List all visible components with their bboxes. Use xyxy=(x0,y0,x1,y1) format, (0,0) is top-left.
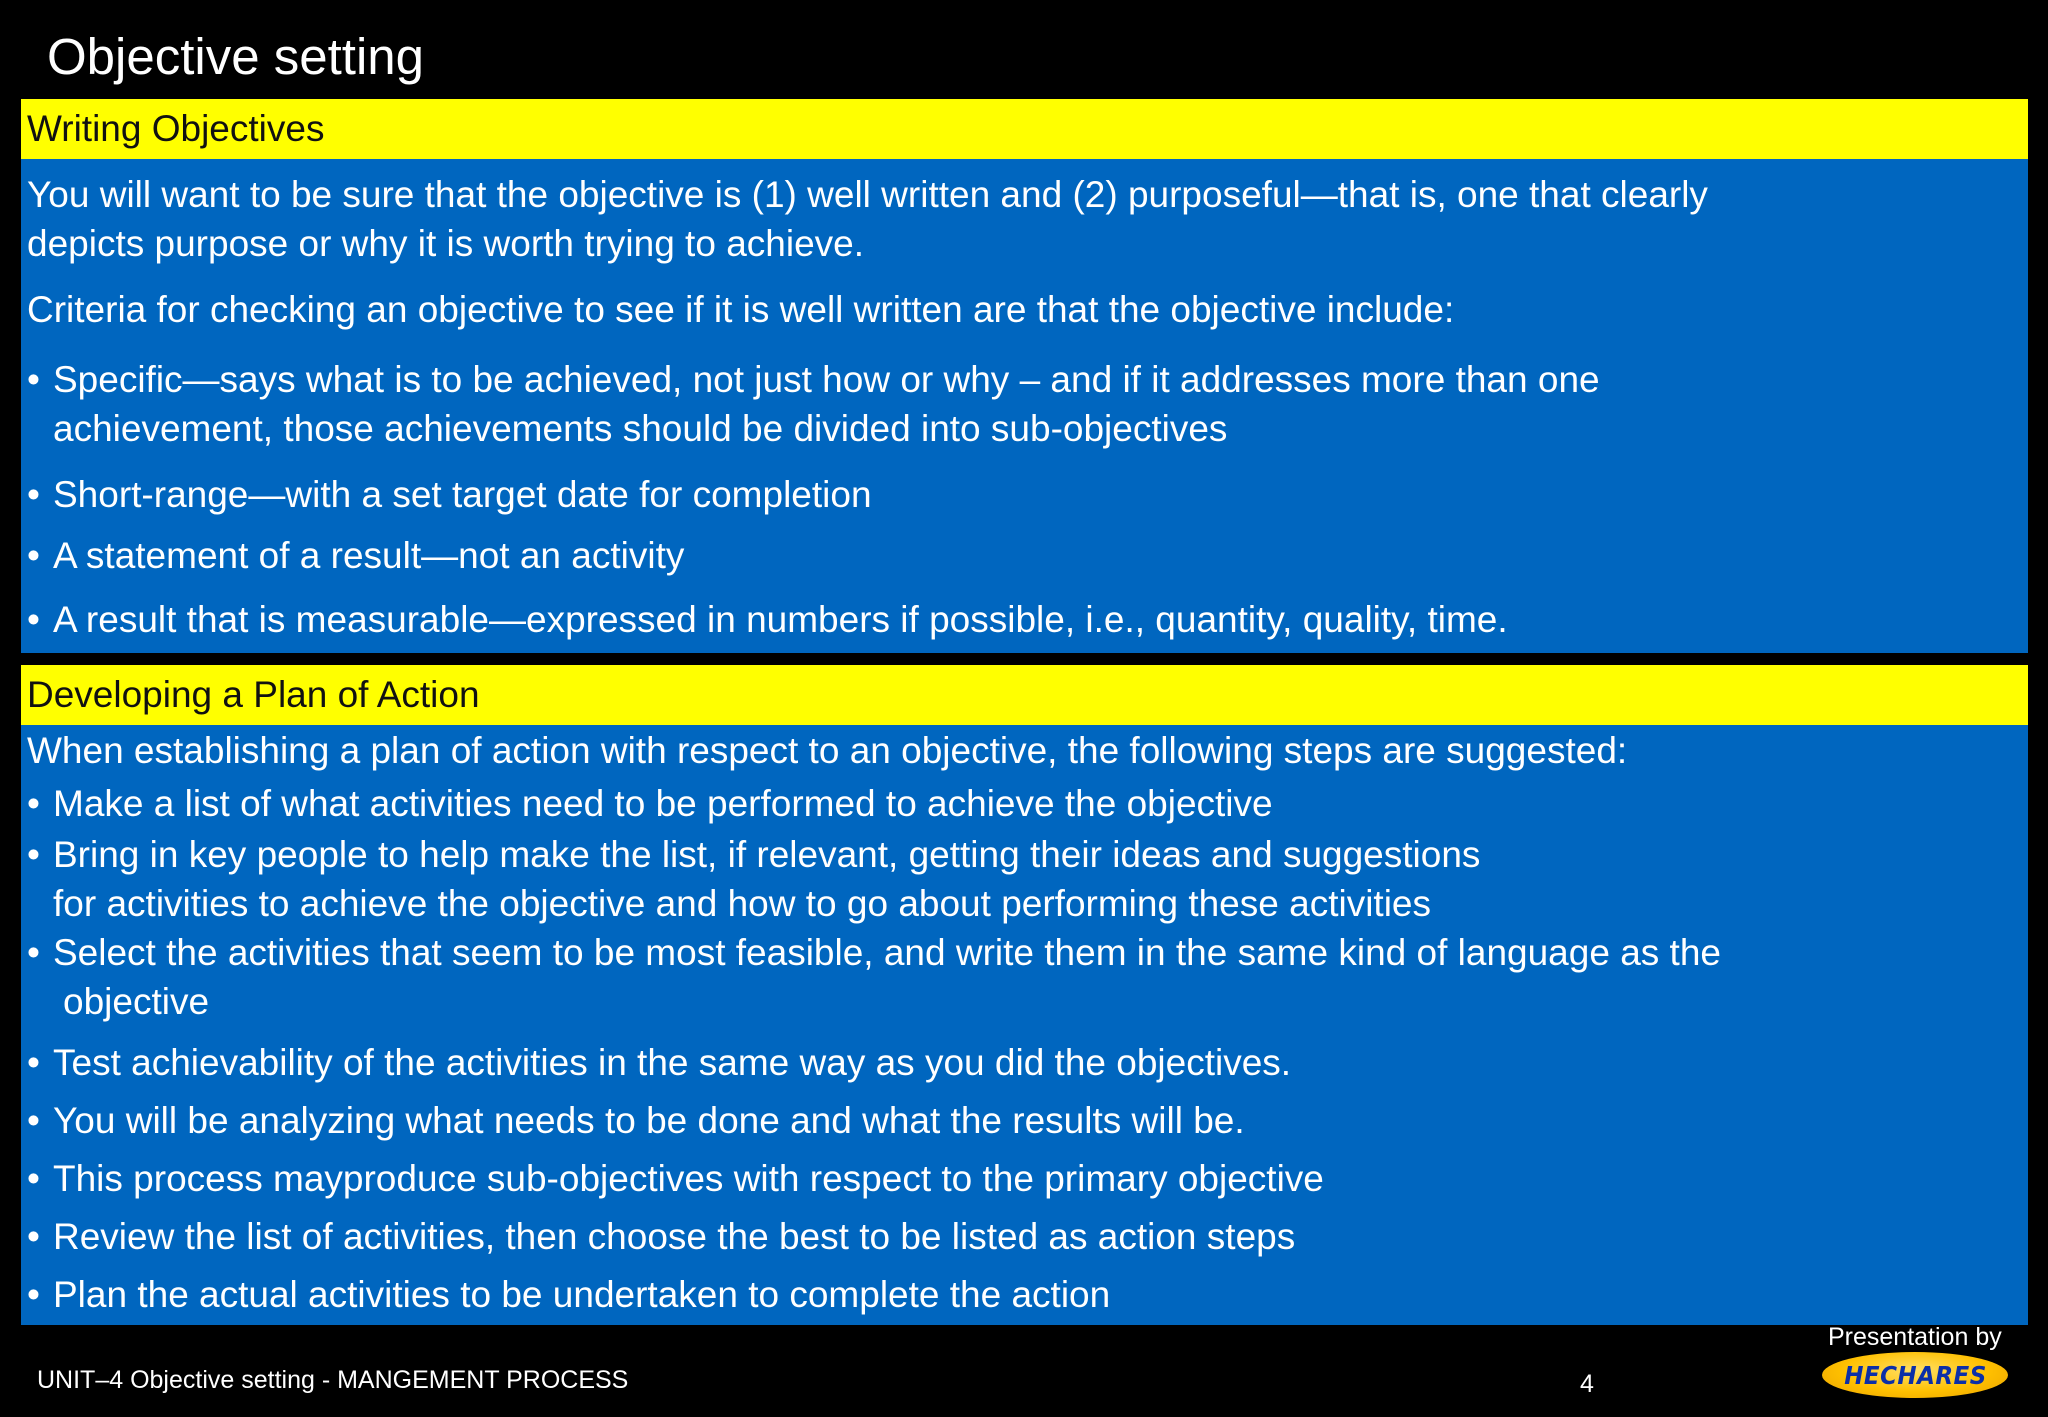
bullet-line: achievement, those achievements should be divided into sub-objectives xyxy=(53,408,1228,449)
bullet-line: for activities to achieve the objective and how to go about performing these activities xyxy=(53,883,1431,924)
plan-bullet xyxy=(27,1092,2008,1150)
presentation-by-label: Presentation by xyxy=(1828,1323,2002,1351)
criteria-bullet xyxy=(27,470,2008,519)
writing-objectives-heading: Writing Objectives xyxy=(21,99,2028,159)
page-number: 4 xyxy=(1580,1370,1594,1398)
plan-bullet xyxy=(27,830,2008,928)
intro-line-1: You will want to be sure that the objective is (1) well written and (2) purposeful—that is, one that clearly xyxy=(27,174,1708,215)
logo-text: HECHARES xyxy=(1843,1360,1987,1390)
bullet-line: • Specific—says what is to be achieved, not just how or why – and if it addresses more than one xyxy=(53,359,1600,400)
plan-of-action-panel xyxy=(21,665,2028,1325)
bullet-line: • A result that is measurable—expressed in numbers if possible, i.e., quantity, quality, time. xyxy=(53,599,1508,640)
bullet-line: • Plan the actual activities to be undertaken to complete the action xyxy=(53,1274,1111,1315)
footer-unit-text: UNIT–4 Objective setting - MANGEMENT PROCESS xyxy=(37,1366,629,1394)
bullet-line: • Select the activities that seem to be most feasible, and write them in the same kind of language as the xyxy=(53,932,1721,973)
writing-objectives-panel xyxy=(21,99,2028,653)
plan-of-action-heading: Developing a Plan of Action xyxy=(21,665,2028,725)
bullet-line: • You will be analyzing what needs to be done and what the results will be. xyxy=(53,1100,1245,1141)
plan-intro: When establishing a plan of action with respect to an objective, the following steps are suggested: xyxy=(27,730,1628,771)
plan-bullet xyxy=(27,1034,2008,1092)
bullet-line: • Make a list of what activities need to be performed to achieve the objective xyxy=(53,783,1273,824)
plan-bullet xyxy=(27,1150,2008,1208)
criteria-text: Criteria for checking an objective to see if it is well written are that the objective include: xyxy=(27,289,1455,330)
plan-bullet xyxy=(27,777,2008,830)
plan-bullet xyxy=(27,1266,2008,1324)
bullet-line: • Bring in key people to help make the list, if relevant, getting their ideas and suggestions xyxy=(53,834,1481,875)
bullet-line: • Review the list of activities, then choose the best to be listed as action steps xyxy=(53,1216,1296,1257)
slide-title: Objective setting xyxy=(47,28,425,85)
criteria-bullet xyxy=(27,531,2008,580)
bullet-line: • A statement of a result—not an activity xyxy=(53,535,685,576)
plan-bullet xyxy=(27,928,2008,1026)
bullet-line: • Short-range—with a set target date for completion xyxy=(53,474,872,515)
bullet-line: • Test achievability of the activities in the same way as you did the objectives. xyxy=(53,1042,1292,1083)
hechares-logo xyxy=(1822,1352,2008,1398)
criteria-bullet xyxy=(27,595,2008,644)
plan-bullet xyxy=(27,1208,2008,1266)
criteria-bullet xyxy=(27,355,2008,453)
writing-objectives-body xyxy=(21,159,2028,644)
intro-line-2: depicts purpose or why it is worth trying to achieve. xyxy=(27,223,864,264)
bullet-line: • This process mayproduce sub-objectives with respect to the primary objective xyxy=(53,1158,1324,1199)
bullet-line: objective xyxy=(63,981,210,1022)
plan-of-action-body xyxy=(21,725,2028,1324)
